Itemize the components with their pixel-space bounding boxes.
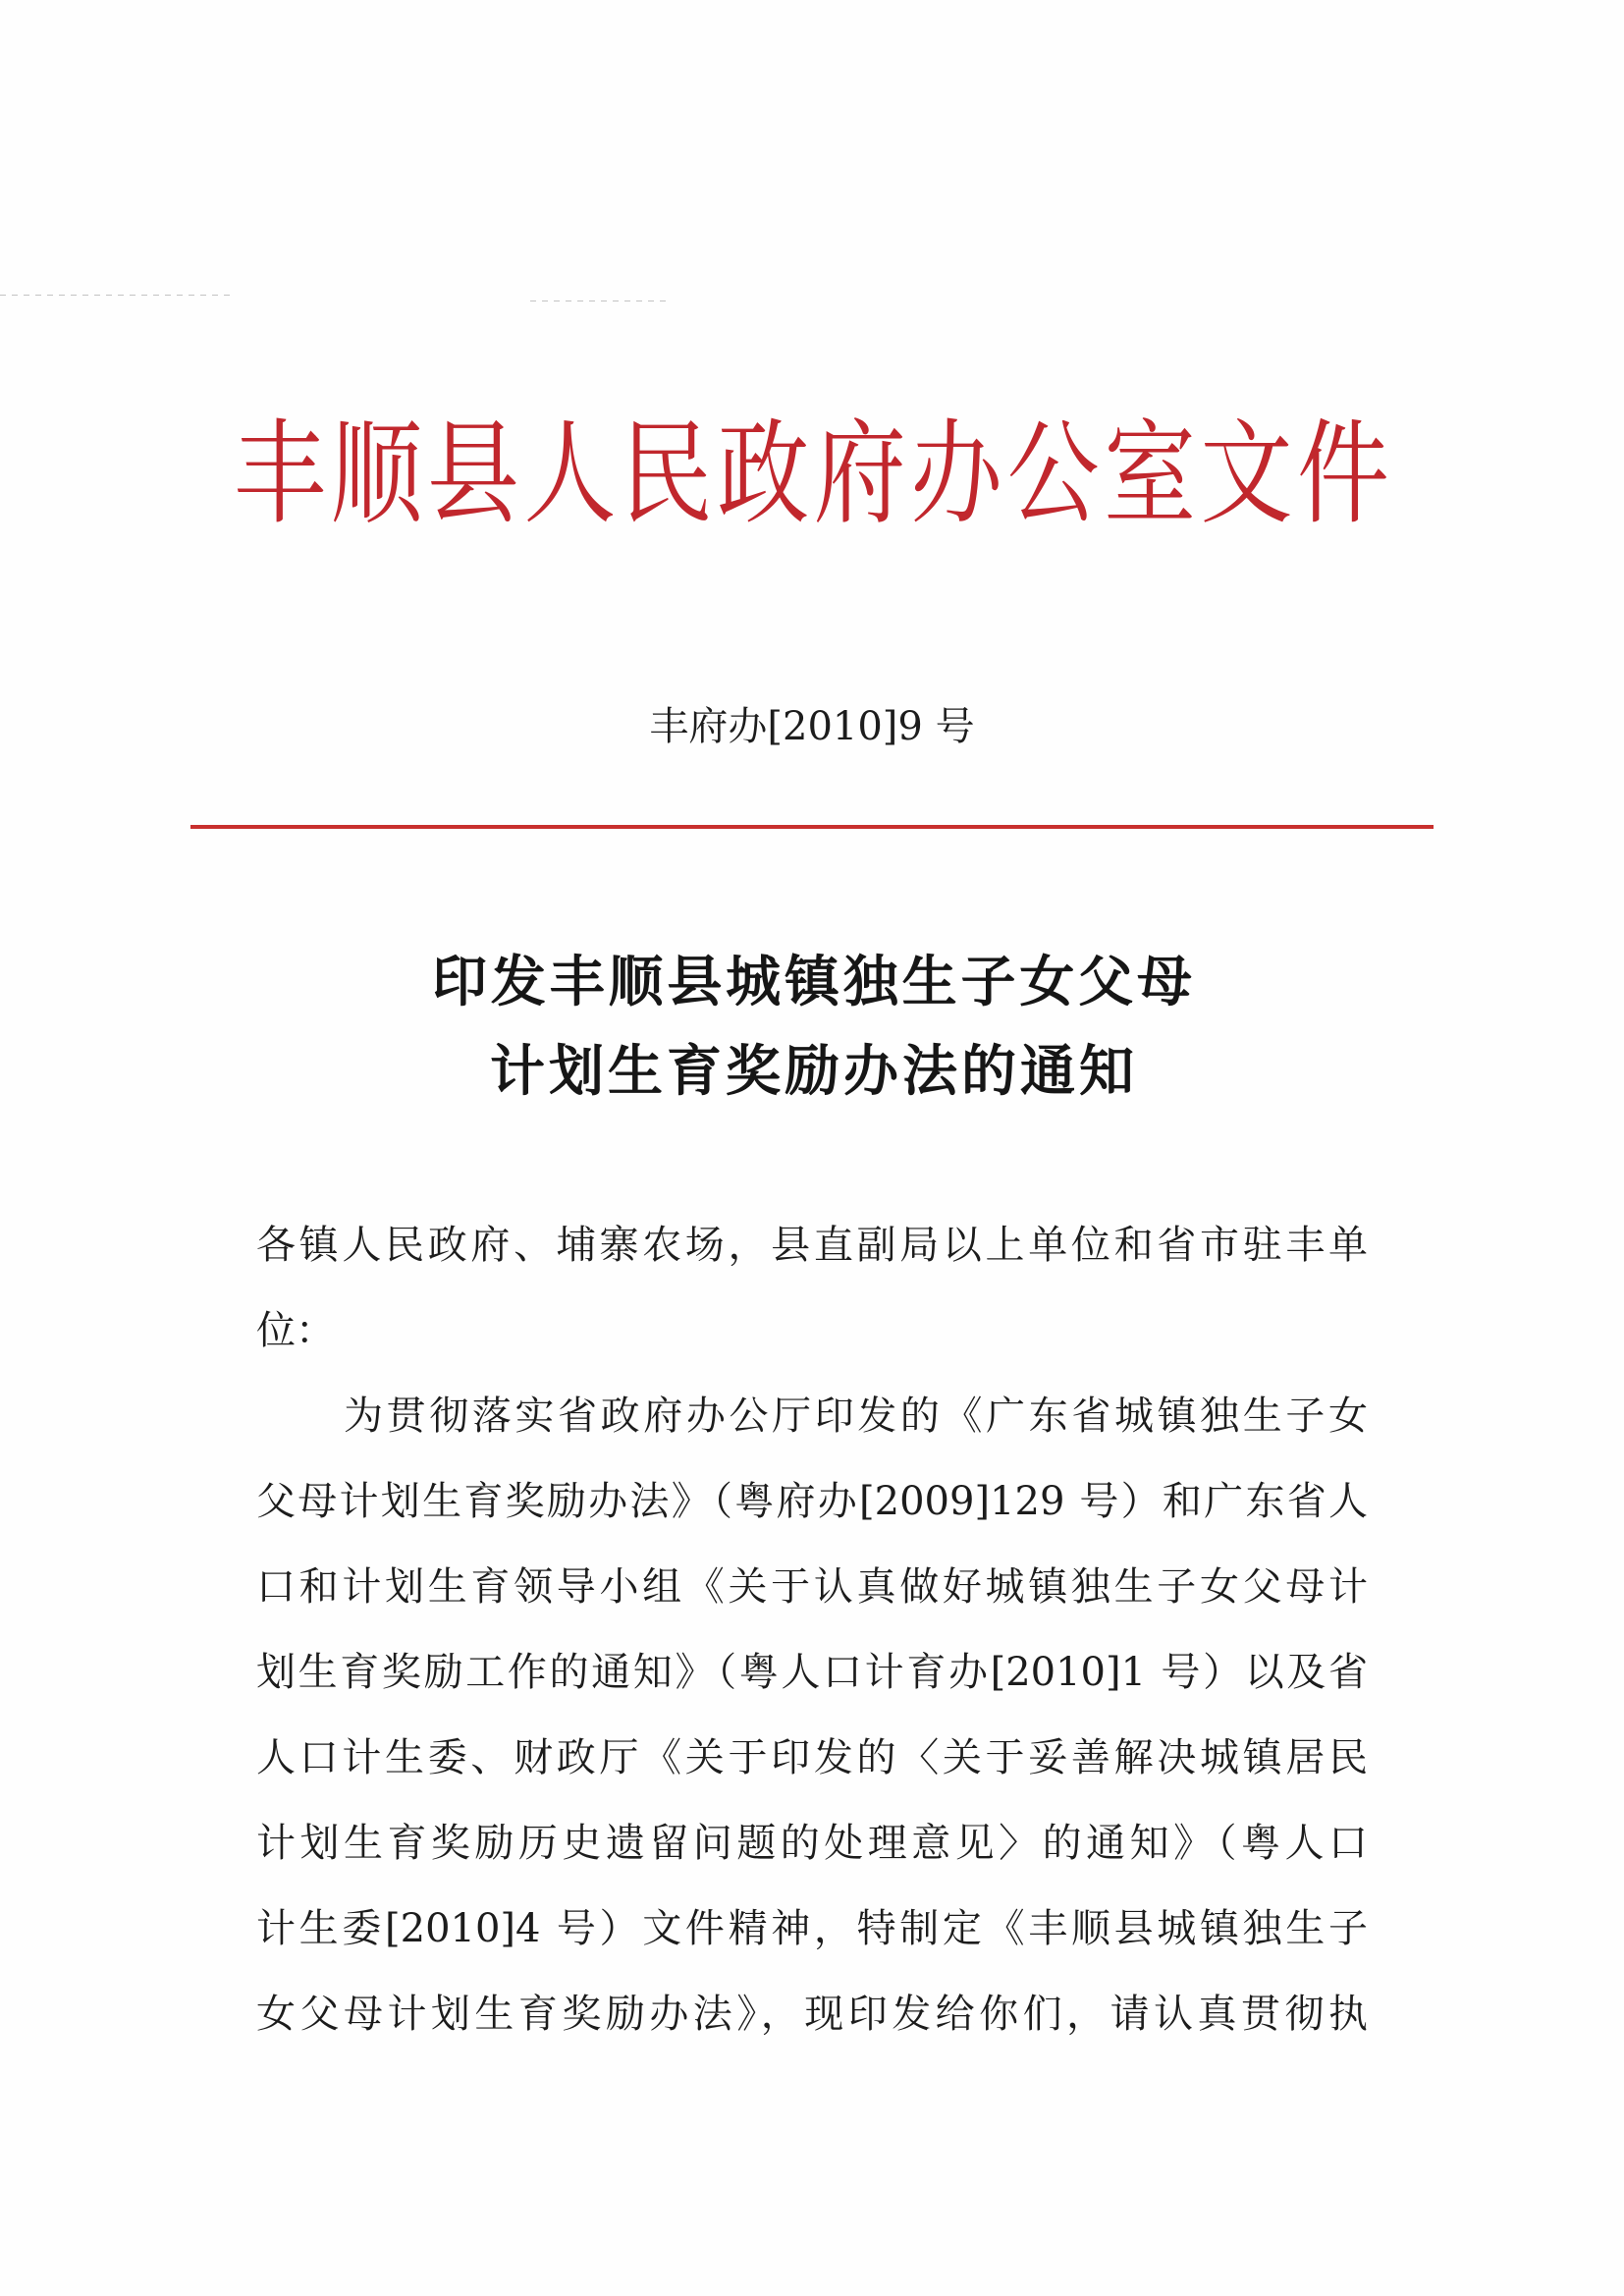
paragraph-line: 女父母计划生育奖励办法》，现印发给你们，请认真贯彻执 [256,1992,1368,2037]
paragraph-line: 计划生育奖励历史遗留问题的处理意见〉的通知》（粤人口 [256,1821,1368,1866]
document-title-line-2: 计划生育奖励办法的通知 [490,1040,1134,1104]
paragraph-line: 口和计划生育领导小组《关于认真做好城镇独生子女父母计 [256,1564,1368,1610]
issuing-office-header: 丰顺县人民政府办公室文件 [234,409,1389,540]
addressee-line: 位： [256,1308,335,1353]
document-title-line-1: 印发丰顺县城镇独生子女父母 [432,951,1192,1014]
addressee-line: 各镇人民政府、埔寨农场，县直副局以上单位和省市驻丰单 [256,1223,1368,1268]
paragraph-line: 计生委[2010]4 号）文件精神，特制定《丰顺县城镇独生子 [256,1906,1368,1951]
red-separator-rule [190,825,1434,829]
paragraph-line: 为贯彻落实省政府办公厅印发的《广东省城镇独生子女 [344,1394,1368,1439]
paragraph-line: 划生育奖励工作的通知》（粤人口计育办[2010]1 号）以及省 [256,1650,1368,1695]
document-body [256,1203,1368,2057]
document-number: 丰府办[2010]9 号 [649,704,975,749]
paragraph-line: 父母计划生育奖励办法》（粤府办[2009]129 号）和广东省人 [256,1479,1368,1524]
paragraph-line: 人口计生委、财政厅《关于印发的〈关于妥善解决城镇居民 [256,1735,1368,1780]
scan-artifact-line [0,295,236,296]
